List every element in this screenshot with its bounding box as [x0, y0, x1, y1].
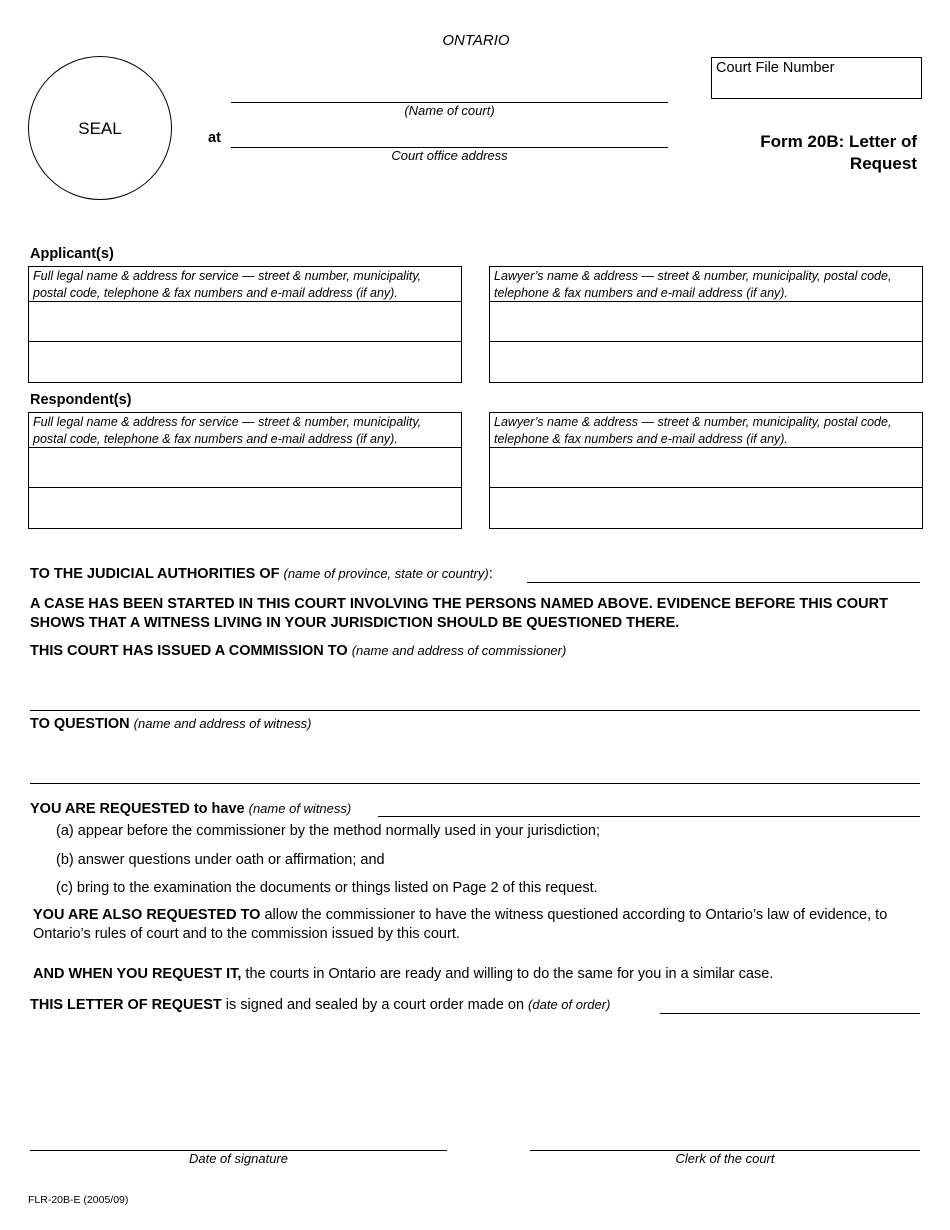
form-code: FLR-20B-E (2005/09) [28, 1194, 129, 1206]
respondent-lawyer-header: Lawyer’s name & address — street & number, municipality, postal code, telephone & fax numbers and e-mail address (if any). [490, 413, 922, 448]
respondent-info-row-1[interactable] [29, 448, 461, 488]
when-requested-paragraph [33, 965, 773, 984]
when-requested-bold: AND WHEN YOU REQUEST IT, [33, 966, 242, 982]
applicant-lawyer-header: Lawyer’s name & address — street & number, municipality, postal code, telephone & fax numbers and e-mail address (if any). [490, 267, 922, 302]
judicial-authorities-hint: (name of province, state or country) [283, 566, 489, 581]
also-requested-paragraph [33, 906, 913, 944]
judicial-authorities-bold: TO THE JUDICIAL AUTHORITIES OF [30, 566, 280, 582]
judicial-authorities-field[interactable] [527, 582, 920, 583]
form-title-line1: Form 20B: Letter of [760, 132, 917, 151]
court-office-address-label: Court office address [391, 148, 508, 163]
date-of-order-hint: (date of order) [528, 997, 611, 1012]
respondent-lawyer-row-1[interactable] [490, 448, 922, 488]
respondent-info-row-2[interactable] [29, 488, 461, 528]
request-item-b: (b) answer questions under oath or affirmation; and [56, 852, 385, 868]
witness-address-field[interactable] [30, 783, 920, 784]
clerk-signature-label: Clerk of the court [675, 1151, 775, 1166]
respondent-lawyer-row-2[interactable] [490, 488, 922, 528]
applicant-info-header: Full legal name & address for service — street & number, municipality, postal code, telephone & fax numbers and e-mail address (if any). [29, 267, 461, 302]
form-title [760, 131, 917, 175]
signed-sealed-bold: THIS LETTER OF REQUEST [30, 997, 222, 1013]
to-question-hint: (name and address of witness) [133, 716, 312, 731]
court-file-number-box[interactable] [711, 57, 922, 99]
respondent-info-box [28, 412, 462, 529]
applicant-lawyer-row-2[interactable] [490, 342, 922, 382]
commissioner-field[interactable] [30, 710, 920, 711]
witness-name-field[interactable] [378, 816, 920, 817]
commission-bold: THIS COURT HAS ISSUED A COMMISSION TO [30, 643, 348, 659]
commission-label [30, 641, 566, 661]
applicant-lawyer-row-1[interactable] [490, 302, 922, 342]
name-of-court-label: (Name of court) [404, 103, 495, 118]
also-requested-text: allow the commissioner to have the witness questioned according to Ontario’s law of evidence, to Ontario’s rules of court and to the commission issued by this court. [33, 907, 888, 942]
judicial-authorities-colon: : [488, 566, 493, 582]
commission-hint: (name and address of commissioner) [351, 643, 567, 658]
province-label: ONTARIO [442, 32, 510, 49]
date-of-signature-label: Date of signature [188, 1151, 288, 1166]
judicial-authorities-label [30, 564, 493, 584]
respondent-lawyer-box [489, 412, 923, 529]
requested-hint: (name of witness) [248, 801, 352, 816]
applicant-info-box [28, 266, 462, 383]
respondents-heading: Respondent(s) [30, 392, 132, 408]
signed-sealed-paragraph [30, 995, 610, 1015]
case-statement: A CASE HAS BEEN STARTED IN THIS COURT INVOLVING THE PERSONS NAMED ABOVE. EVIDENCE BEFORE THIS COURT SHOWS THAT A WITNESS LIVING IN YOUR JURISDICTION SHOULD BE QUESTIONED THERE. [30, 596, 888, 631]
court-file-number-label: Court File Number [716, 60, 835, 76]
respondent-info-header: Full legal name & address for service — street & number, municipality, postal code, telephone & fax numbers and e-mail address (if any). [29, 413, 461, 448]
when-requested-text: the courts in Ontario are ready and willing to do the same for you in a similar case. [241, 966, 774, 982]
to-question-label [30, 714, 311, 734]
date-of-order-field[interactable] [660, 1013, 920, 1014]
seal-label: SEAL [78, 119, 122, 138]
request-item-a: (a) appear before the commissioner by the method normally used in your jurisdiction; [56, 823, 601, 839]
request-item-c: (c) bring to the examination the documents or things listed on Page 2 of this request. [56, 880, 598, 896]
to-question-bold: TO QUESTION [30, 716, 130, 732]
requested-bold: YOU ARE REQUESTED to have [30, 801, 245, 817]
at-label: at [208, 130, 221, 146]
applicant-info-row-2[interactable] [29, 342, 461, 382]
requested-label [30, 799, 351, 819]
also-requested-bold: YOU ARE ALSO REQUESTED TO [33, 907, 261, 923]
form-title-line2: Request [849, 154, 917, 173]
signed-sealed-text: is signed and sealed by a court order made on [221, 997, 529, 1013]
applicants-heading: Applicant(s) [30, 246, 114, 262]
applicant-info-row-1[interactable] [29, 302, 461, 342]
applicant-lawyer-box [489, 266, 923, 383]
